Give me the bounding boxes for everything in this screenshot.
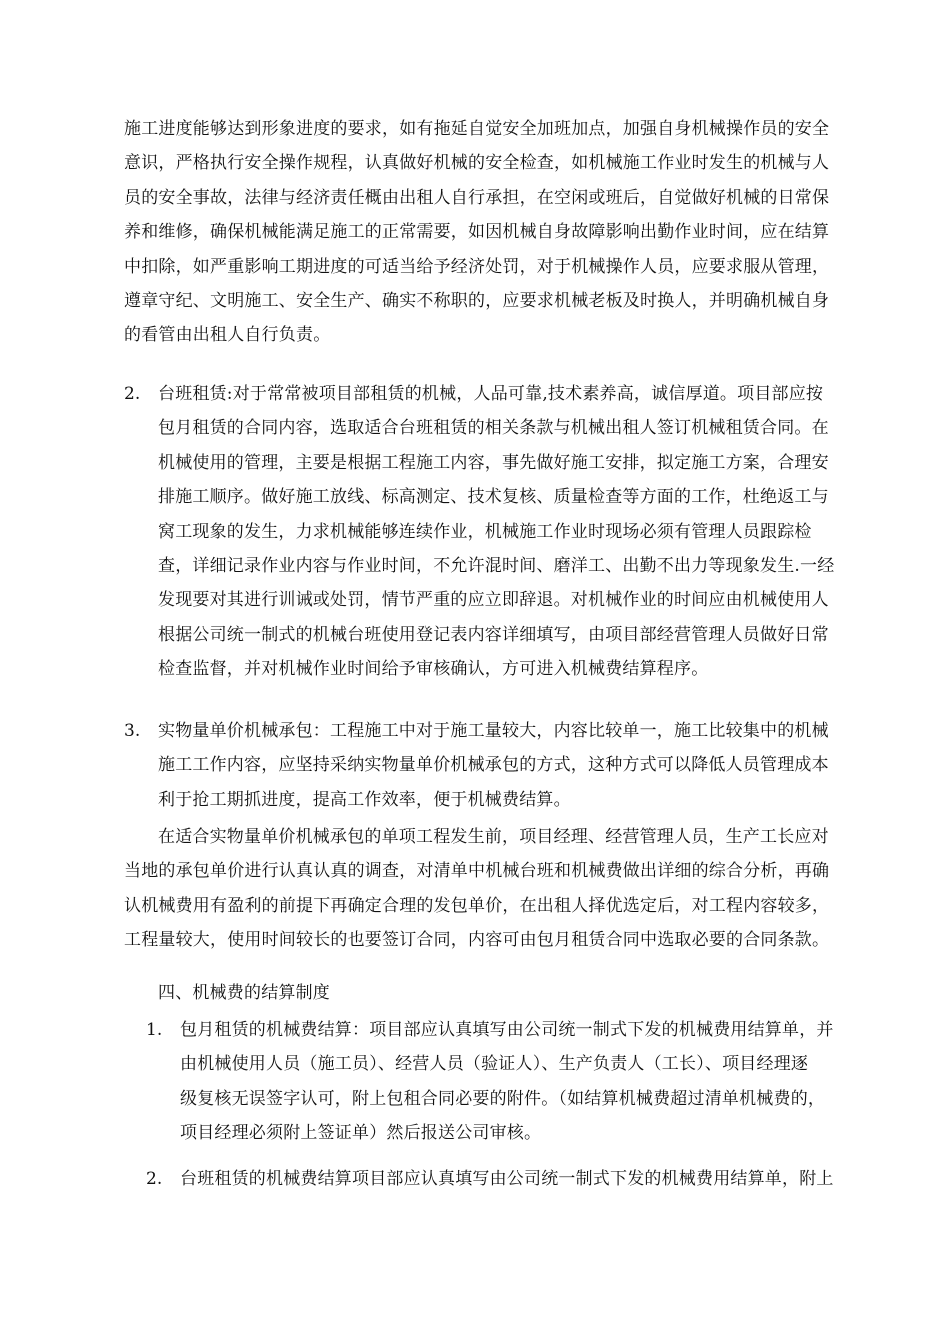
text-line: 发现要对其进行训诫或处罚，情节严重的应立即辞退。对机械作业的时间应由机械使用人 <box>158 590 829 611</box>
settlement-item-1 <box>180 1013 834 1151</box>
settlement-item-2 <box>180 1162 834 1196</box>
text-line: 认机械费用有盈利的前提下再确定合理的发包单价，在出租人择优选定后，对工程内容较多， <box>124 895 830 916</box>
text-line: 的看管由出租人自行负责。 <box>124 325 331 346</box>
text-line: 机械使用的管理，主要是根据工程施工内容，事先做好施工安排，拟定施工方案，合理安 <box>158 452 829 473</box>
text-line: 查，详细记录作业内容与作业时间，不允许混时间、磨洋工、出勤不出力等现象发生.一经 <box>158 555 835 576</box>
text-line: 利于抢工期抓进度，提高工作效率，便于机械费结算。 <box>158 789 571 810</box>
list-number-2: 2. <box>124 384 141 404</box>
text-line: 包月租赁的机械费结算：项目部应认真填写由公司统一制式下发的机械费用结算单，并 <box>180 1020 834 1040</box>
section-heading: 四、机械费的结算制度 <box>158 983 330 1003</box>
paragraph-after-item-3 <box>124 820 829 958</box>
text-line: 遵章守纪、文明施工、安全生产、确实不称职的，应要求机械老板及时换人，并明确机械自身 <box>124 290 830 311</box>
text-line: 施工进度能够达到形象进度的要求，如有拖延自觉安全加班加点，加强自身机械操作员的安全 <box>124 119 830 139</box>
list-item-3 <box>158 714 829 817</box>
text-line: 在适合实物量单价机械承包的单项工程发生前，项目经理、经营管理人员，生产工长应对 <box>158 827 829 847</box>
text-line: 养和维修，确保机械能满足施工的正常需要，如因机械自身故障影响出勤作业时间，应在结算 <box>124 222 830 243</box>
text-line: 台班租赁的机械费结算项目部应认真填写由公司统一制式下发的机械费用结算单，附上 <box>180 1169 834 1189</box>
intro-paragraph <box>124 112 829 353</box>
text-line: 根据公司统一制式的机械台班使用登记表内容详细填写，由项目部经营管理人员做好日常 <box>158 624 829 645</box>
text-line: 施工工作内容，应坚持采纳实物量单价机械承包的方式，这种方式可以降低人员管理成本 <box>158 755 829 776</box>
text-line: 实物量单价机械承包：工程施工中对于施工量较大，内容比较单一，施工比较集中的机械 <box>158 721 829 741</box>
text-line: 台班租赁:对于常常被项目部租赁的机械，人品可靠,技术素养高，诚信厚道。项目部应按 <box>158 384 824 404</box>
text-line: 项目经理必须附上签证单）然后报送公司审核。 <box>180 1123 542 1144</box>
text-line: 员的安全事故，法律与经济责任概由出租人自行承担，在空闲或班后，自觉做好机械的日常保 <box>124 187 830 208</box>
list-number-3: 3. <box>124 721 141 741</box>
text-line: 级复核无误签字认可，附上包租合同必要的附件。（如结算机械费超过清单机械费的， <box>180 1088 826 1109</box>
text-line: 意识，严格执行安全操作规程，认真做好机械的安全检查，如机械施工作业时发生的机械与人 <box>124 153 830 174</box>
text-line: 工程量较大，使用时间较长的也要签订合同，内容可由包月租赁合同中选取必要的合同条款。 <box>124 930 830 951</box>
list-item-2 <box>158 377 834 687</box>
text-line: 当地的承包单价进行认真认真的调查，对清单中机械台班和机械费做出详细的综合分析，再确 <box>124 861 830 882</box>
text-line: 中扣除，如严重影响工期进度的可适当给予经济处罚，对于机械操作人员，应要求服从管理， <box>124 256 830 277</box>
settlement-number-2: 2. <box>146 1169 163 1189</box>
settlement-number-1: 1. <box>146 1020 163 1040</box>
text-line: 检查监督，并对机械作业时间给予审核确认，方可进入机械费结算程序。 <box>158 659 709 680</box>
text-line: 包月租赁的合同内容，选取适合台班租赁的相关条款与机械出租人签订机械租赁合同。在 <box>158 418 829 439</box>
text-line: 排施工顺序。做好施工放线、标高测定、技术复核、质量检查等方面的工作，杜绝返工与 <box>158 487 829 508</box>
text-line: 由机械使用人员（施工员）、经营人员（验证人）、生产负责人（工长）、项目经理逐 <box>180 1054 809 1075</box>
text-line: 窝工现象的发生，力求机械能够连续作业，机械施工作业时现场必须有管理人员跟踪检 <box>158 521 812 542</box>
